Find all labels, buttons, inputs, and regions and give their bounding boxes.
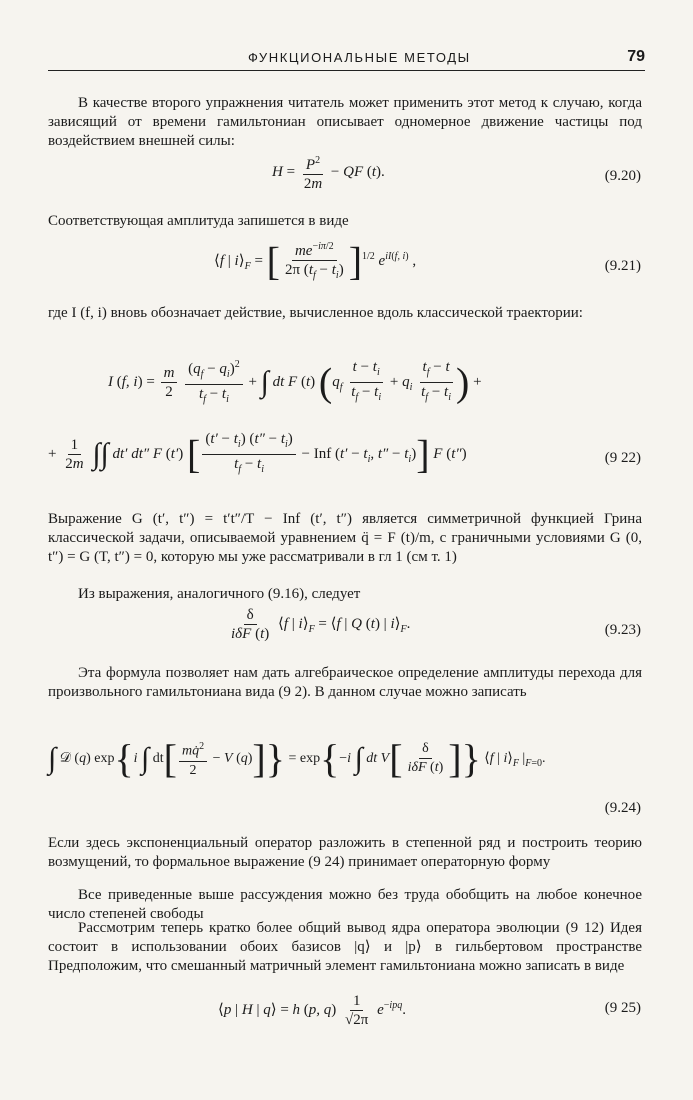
paragraph-follows: Из выражения, аналогичного (9.16), следует <box>78 586 361 602</box>
equation-9-21: ⟨f | $i⟩_F$ = [ $\frac{me^{-i\pi/2}}{2\pi (t_f - t_i)}$ ]$^{1/2}$ $e^{iI(f, i)}$ , <box>214 238 417 284</box>
paragraph-evolution-kernel: Рассмотрим теперь кратко более общий вывод ядра оператора эволюции (9 12) Идея состоит в использовании обоих базисов |q⟩ и |p⟩ в гильбертовом пространстве Предположим, что смешанный матричный элемент гамильтониана можно записать в виде <box>48 920 642 974</box>
equation-9-23: $\frac{\delta}{\text{iδF (t)}}$ ⟨f | $i⟩_F$ = ⟨f | Q (t) | $i⟩_F$. <box>231 607 411 642</box>
running-title: ФУНКЦИОНАЛЬНЫЕ МЕТОДЫ <box>248 50 471 65</box>
paragraph-green-function: Выражение G (t′, t″) = t′t″/T − Inf (t′, t″) является симметричной функцией Грина классической задачи, описываемой уравнением q̈ = F (t)/m, с граничными условиями G (0, t″) = G (T, t″) = 0, которую мы уже рассматривали в гл 1 (см т. 1) <box>48 511 642 565</box>
equation-number-9-20: (9.20) <box>604 168 641 184</box>
running-header <box>48 48 645 71</box>
equation-number-9-24: (9.24) <box>604 800 641 816</box>
equation-9-22-line1: I (f, i) = $\frac{m}{2}$ $\frac{(q_f - q_i)^2}{t_f - t_i}$ + ∫ dt F (t) ($q_f$ $\frac{t - t_i}{t_f - t_i}$ + $q_i$ $\frac{t_f - t}{t_f - t_i}$ ) + <box>108 356 482 409</box>
paragraph-action: где I (f, i) вновь обозначает действие, вычисленное вдоль классической траектории: <box>48 305 583 321</box>
paragraph-exercise: В качестве второго упражнения читатель может применить этот метод к случаю, когда зависящий от времени гамильтониан описывает одномерное движение частицы под воздействием внешней силы: <box>48 95 642 149</box>
equation-9-24: ∫ 𝒟 (q) exp{i ∫ dt[ $\frac{mq̇^2}{2}$ − V (q)]} = exp{−i ∫ dt V[ $\frac{\delta}{\text{iδF (t)}}$ ]} ⟨f | $i⟩_F$ $|_{F=0}$. <box>48 735 546 781</box>
equation-9-22-line2: + $\frac{1}{2m}$ ∫∫ dt′ dt″ F (t′) [ $\frac{(t' - t_i) (t'' - t_i)}{t_f - t_i}$ − Inf ($t' - t_i$, $t'' - t_i$)] F (t″) <box>48 431 467 477</box>
paragraph-perturbation: Если здесь экспоненциальный оператор разложить в степенной ряд и построить теорию возмущений, то формальное выражение (9 24) принимает операторную форму <box>48 835 642 870</box>
equation-number-9-23: (9.23) <box>604 622 641 638</box>
equation-9-20: H = $\frac{P^2}{2m}$ − QF (t). <box>272 152 385 193</box>
page-number: 79 <box>627 48 645 65</box>
equation-number-9-22: (9 22) <box>604 450 641 466</box>
paragraph-amplitude: Соответствующая амплитуда запишется в виде <box>48 213 349 229</box>
equation-number-9-25: (9 25) <box>604 1000 641 1016</box>
equation-number-9-21: (9.21) <box>604 258 641 274</box>
equation-9-25: ⟨p | H | q⟩ = h (p, q) $\frac{1}{√2\pi}$ $e^{-ipq}$. <box>218 993 406 1028</box>
paragraph-algebraic-definition: Эта формула позволяет нам дать алгебраическое определение амплитуды перехода для произвольного гамильтониана вида (9 2). В данном случае можно записать <box>48 665 642 700</box>
paragraph-generalization: Все приведенные выше рассуждения можно без труда обобщить на любое конечное число степеней свободы <box>48 887 642 922</box>
